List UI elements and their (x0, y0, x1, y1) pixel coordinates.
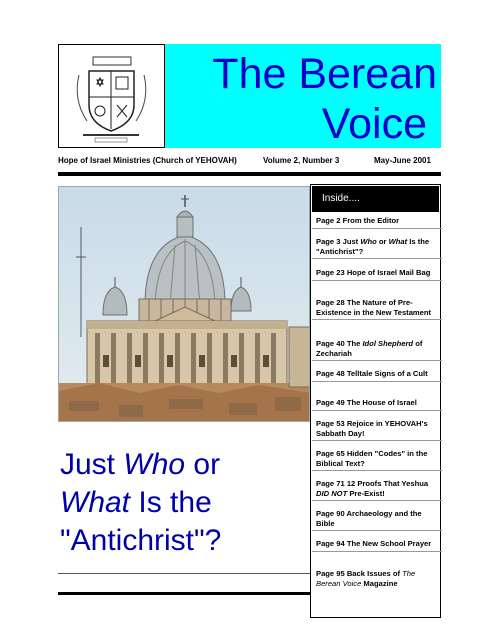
toc-item[interactable]: Page 94 The New School Prayer (316, 539, 436, 549)
divider-rule (58, 573, 310, 574)
headline-emphasis: Who (123, 448, 186, 481)
issue-date: May-June 2001 (374, 156, 431, 165)
toc-item[interactable]: Page 90 Archaeology and the Bible (316, 509, 436, 528)
toc-item[interactable]: Page 48 Telltale Signs of a Cult (316, 369, 436, 379)
headline-word: "Antichrist"? (60, 524, 222, 557)
issue-info-bar (58, 154, 441, 168)
magazine-title-line2: Voice (321, 100, 427, 148)
toc-item[interactable]: Page 65 Hidden "Codes" in the Biblical Text? (316, 449, 436, 468)
emblem-box (58, 44, 165, 148)
volume-number: Volume 2, Number 3 (263, 156, 340, 165)
headline-word: Just (60, 448, 116, 481)
contents-heading-box (312, 186, 439, 212)
contents-heading: Inside.... (322, 193, 360, 204)
toc-item[interactable]: Page 28 The Nature of Pre-Existence in the New Testament (316, 298, 436, 317)
toc-item[interactable]: Page 49 The House of Israel (316, 398, 436, 408)
headline-emphasis: What (60, 486, 131, 519)
toc-item[interactable]: Page 95 Back Issues of The Berean Voice Magazine (316, 569, 416, 588)
toc-item[interactable]: Page 53 Rejoice in YEHOVAH's Sabbath Day! (316, 419, 436, 438)
publisher-name: Hope of Israel Ministries (Church of YEHOVAH) (58, 156, 237, 165)
headline-word: Is the (138, 486, 212, 519)
magazine-title-line1: The Berean (212, 50, 437, 98)
toc-item[interactable]: Page 2 From the Editor (316, 216, 436, 226)
divider-rule (58, 172, 441, 176)
cover-headline (60, 446, 310, 560)
basilica-image (59, 187, 310, 422)
toc-item[interactable]: Page 71 12 Proofs That Yeshua DID NOT Pre-Exist! (316, 479, 436, 498)
divider-rule (58, 592, 310, 595)
headline-word: or (193, 448, 221, 481)
toc-item[interactable]: Page 3 Just Who or What Is the "Antichrist"? (316, 237, 436, 256)
crest-icon (59, 45, 164, 147)
toc-item[interactable]: Page 40 The Idol Shepherd of Zechariah (316, 339, 436, 358)
toc-item[interactable]: Page 23 Hope of Israel Mail Bag (316, 268, 436, 278)
cover-photo (58, 186, 310, 422)
